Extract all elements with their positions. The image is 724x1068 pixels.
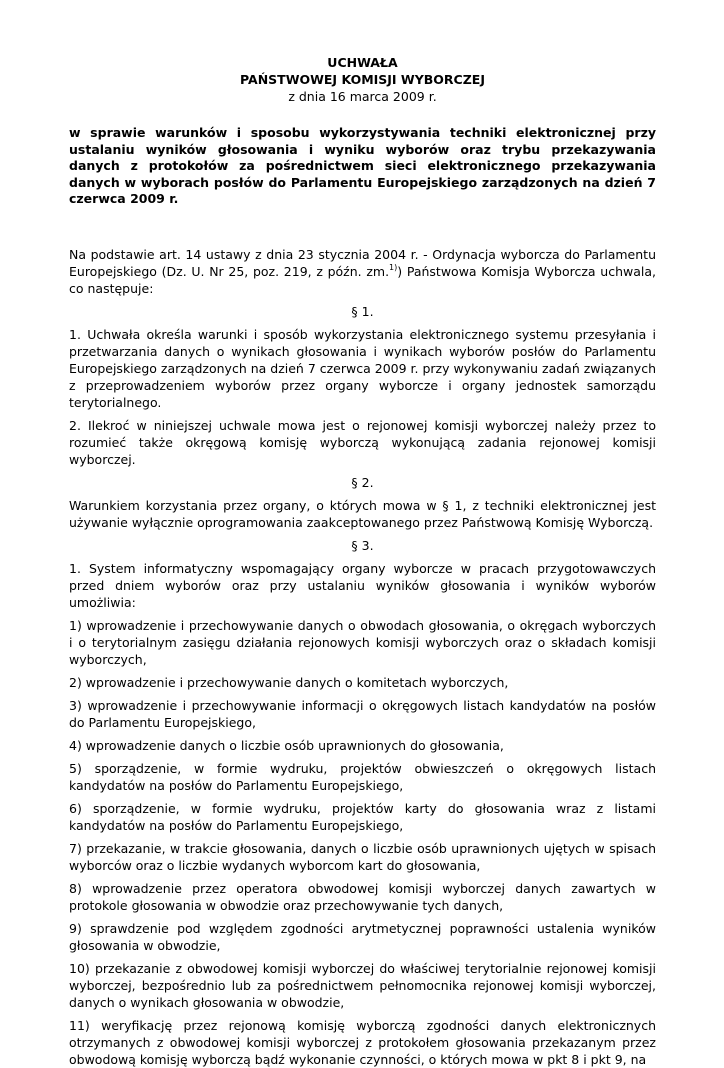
list-item: 1) wprowadzenie i przechowywanie danych o obwodach głosowania, o okręgach wyborczych i o terytorialnym zasięgu działania rejonowych komisji wyborczych oraz o składach komisji wyborczych, (69, 617, 656, 667)
section-heading: § 1. (351, 303, 374, 319)
section-2 (69, 474, 656, 531)
preamble-text: Na podstawie art. 14 ustawy z dnia 23 stycznia 2004 r. - Ordynacja wyborcza do Parlamentu Europejskiego (Dz. U. Nr 25, poz. 219, z późn. zm. (69, 246, 656, 279)
paragraph: 1. Uchwała określa warunki i sposób wykorzystania elektronicznego systemu przesyłania i przetwarzania danych o wynikach głosowania i wynikach wyborów posłów do Parlamentu Europejskiego zarządzonych na dzień 7 czerwca 2009 r. przy wykonywaniu zadań związanych z przeprowadzeniem wyborów przez organy wyborcze i organy jednostek samorządu terytorialnego. (69, 326, 656, 410)
section-1 (69, 303, 656, 468)
resolution-date: z dnia 16 marca 2009 r. (288, 89, 437, 104)
list-item: 2) wprowadzenie i przechowywanie danych o komitetach wyborczych, (69, 674, 509, 690)
list-item: 7) przekazanie, w trakcie głosowania, danych o liczbie osób uprawnionych ujętych w spisach wyborców oraz o liczbie wydanych wyborcom kart do głosowania, (69, 840, 656, 873)
list-item: 10) przekazanie z obwodowej komisji wyborczej do właściwej terytorialnie rejonowej komisji wyborczej, bezpośrednio lub za pośrednictwem pełnomocnika rejonowej komisji wyborczej, danych o wynikach głosowania w obwodzie, (69, 960, 656, 1010)
list-item: 5) sporządzenie, w formie wydruku, projektów obwieszczeń o okręgowych listach kandydatów na posłów do Parlamentu Europejskiego, (69, 760, 656, 793)
preamble (69, 246, 656, 297)
list-item: 8) wprowadzenie przez operatora obwodowej komisji wyborczej danych zawartych w protokole głosowania w obwodzie oraz przechowywanie tych danych, (69, 880, 656, 913)
section-heading: § 2. (351, 474, 374, 490)
list-item: 11) weryfikację przez rejonową komisję wyborczą zgodności danych elektronicznych otrzymanych z obwodowej komisji wyborczej z protokołem głosowania przekazanym przez obwodową komisję wyborczą bądź wykonanie czynności, o których mowa w pkt 8 i pkt 9, na (69, 1017, 656, 1067)
list-item: 6) sporządzenie, w formie wydruku, projektów karty do głosowania wraz z listami kandydatów na posłów do Parlamentu Europejskiego, (69, 800, 656, 833)
resolution-title: UCHWAŁA (327, 55, 398, 70)
section-heading: § 3. (351, 537, 374, 553)
resolution-subject: w sprawie warunków i sposobu wykorzystywania techniki elektronicznej przy ustalaniu wyników głosowania i wyniku wyborów oraz trybu przekazywania danych z protokołów za pośrednictwem sieci elektronicznego przekazywania danych w wyborach posłów do Parlamentu Europejskiego zarządzonych na dzień 7 czerwca 2009 r. (69, 125, 656, 206)
paragraph: Warunkiem korzystania przez organy, o których mowa w § 1, z techniki elektronicznej jest używanie wyłącznie oprogramowania zaakceptowanego przez Państwową Komisję Wyborczą. (69, 497, 656, 530)
preamble-text-end: ) Państwowa Komisja Wyborcza uchwala, co następuje: (69, 263, 656, 296)
issuer-name: PAŃSTWOWEJ KOMISJI WYBORCZEJ (240, 72, 485, 87)
section-3 (69, 537, 656, 1068)
paragraph: 1. System informatyczny wspomagający organy wyborcze w pracach przygotowawczych przed dniem wyborów oraz przy ustalaniu wyników głosowania i wyników wyborów umożliwia: (69, 560, 656, 610)
list-item: 4) wprowadzenie danych o liczbie osób uprawnionych do głosowania, (69, 737, 504, 753)
footnote-marker: 1) (389, 262, 398, 272)
paragraph: 2. Ilekroć w niniejszej uchwale mowa jest o rejonowej komisji wyborczej należy przez to rozumieć także okręgową komisję wyborczą wykonującą zadania rejonowej komisji wyborczej. (69, 417, 656, 467)
list-item: 3) wprowadzenie i przechowywanie informacji o okręgowych listach kandydatów na posłów do Parlamentu Europejskiego, (69, 697, 656, 730)
list-item: 9) sprawdzenie pod względem zgodności arytmetycznej poprawności ustalenia wyników głosowania w obwodzie, (69, 920, 656, 953)
